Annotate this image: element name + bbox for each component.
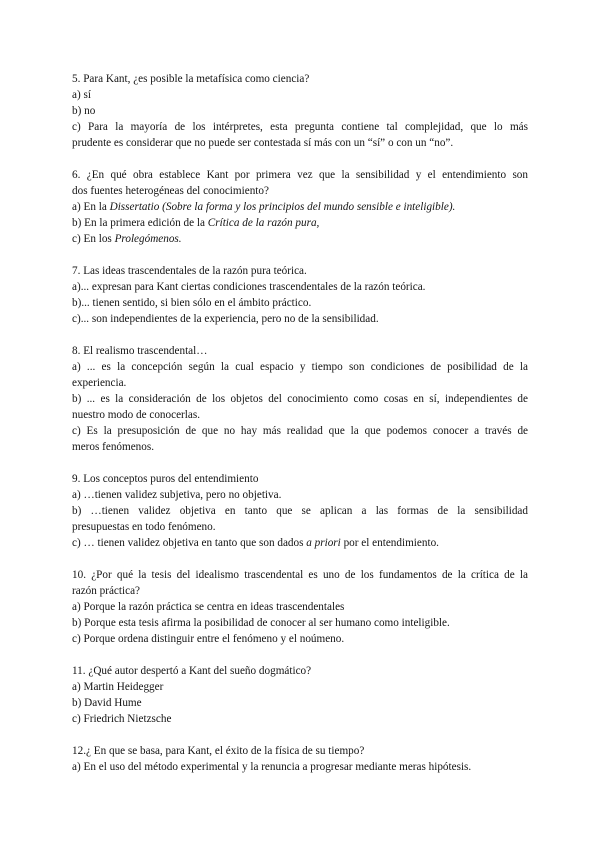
q5-option-b (72, 104, 528, 118)
option-letter: a) (72, 681, 84, 693)
option-letter: b) (72, 697, 85, 709)
q8-option-a (72, 360, 528, 374)
option-text: Es la presuposición de que no hay más realidad que la que podemos conocer a través de (86, 425, 528, 437)
option-letter: c) (72, 233, 84, 245)
question-11: 11. ¿Qué autor despertó a Kant del sueño dogmático? (72, 665, 312, 677)
option-letter: c) (72, 121, 89, 133)
option-letter: a) (72, 201, 84, 213)
option-text: Martin Heidegger (83, 681, 164, 693)
option-letter: c) (72, 633, 84, 645)
option-italic: Dissertatio (Sobre la forma y los principios del mundo sensible e inteligible). (109, 201, 456, 213)
option-letter: c) (72, 537, 84, 549)
question-5: 5. Para Kant, ¿es posible la metafísica como ciencia? (72, 73, 310, 85)
q6-option-a (72, 200, 528, 214)
option-italic: Crítica de la razón pura, (207, 217, 320, 229)
q7-option-b (72, 296, 528, 310)
option-letter: b) (72, 393, 87, 405)
question-6: 6. ¿En qué obra establece Kant por primera vez que la sensibilidad y el entendimiento son (72, 169, 528, 181)
option-letter: c) (72, 425, 87, 437)
option-letter: b) (72, 105, 85, 117)
option-text: … tienen validez objetiva en tanto que son dados (83, 537, 307, 549)
option-letter: b) (72, 505, 91, 517)
q8-option-c (72, 424, 528, 438)
option-letter: c) (72, 713, 84, 725)
option-text: Para la mayoría de los intérpretes, esta pregunta contiene tal complejidad, que lo más (88, 121, 528, 133)
question-7: 7. Las ideas trascendentales de la razón pura teórica. (72, 265, 307, 277)
q7-option-c (72, 312, 528, 326)
option-letter: a) (72, 489, 84, 501)
option-text: En el uso del método experimental y la renuncia a progresar mediante meras hipótesis. (83, 761, 472, 773)
option-text: David Hume (84, 697, 142, 709)
option-text: ... expresan para Kant ciertas condiciones trascendentales de la razón teórica. (80, 281, 426, 293)
option-letter: b) (72, 297, 82, 309)
q9-option-b-cont: presupuestas en todo fenómeno. (72, 521, 216, 533)
option-letter: c) (72, 313, 81, 325)
option-text: En la (83, 201, 110, 213)
option-letter: b) (72, 617, 85, 629)
q9-option-a (72, 488, 528, 502)
option-text: ... es la concepción según la cual espacio y tiempo son condiciones de posibilidad de la (86, 361, 528, 373)
q6-option-c (72, 232, 528, 246)
option-text-after: por el entendimiento. (340, 537, 439, 549)
q8-option-b-cont: nuestro modo de conocerlas. (72, 409, 200, 421)
option-letter: a) (72, 601, 84, 613)
option-letter: a) (72, 281, 81, 293)
option-text: ... tienen sentido, si bien sólo en el ámbito práctico. (81, 297, 312, 309)
q8-option-b (72, 392, 528, 406)
question-12: 12.¿ En que se basa, para Kant, el éxito de la física de su tiempo? (72, 745, 365, 757)
q5-option-c (72, 120, 528, 134)
q8-option-a-cont: experiencia. (72, 377, 127, 389)
option-italic: a priori (306, 537, 341, 549)
q10-option-b (72, 616, 528, 630)
option-text: Friedrich Nietzsche (83, 713, 172, 725)
q8-option-c-cont: meros fenómenos. (72, 441, 155, 453)
q9-option-b (72, 504, 528, 518)
q11-option-c (72, 712, 528, 726)
q10-option-c (72, 632, 528, 646)
option-text: ... es la consideración de los objetos del conocimiento como cosas en sí, independientes de (86, 393, 528, 405)
option-text: ... son independientes de la experiencia, pero no de la sensibilidad. (80, 313, 379, 325)
q12-option-a (72, 760, 528, 774)
option-text: Porque ordena distinguir entre el fenómeno y el noúmeno. (83, 633, 345, 645)
option-text: …tienen validez subjetiva, pero no objetiva. (83, 489, 282, 501)
q9-option-c (72, 536, 528, 550)
option-text: no (84, 105, 96, 117)
option-text: En los (83, 233, 115, 245)
option-letter: b) (72, 217, 85, 229)
option-italic: Prolegómenos. (114, 233, 182, 245)
option-text: …tienen validez objetiva en tanto que se aplican a las formas de la sensibilidad (90, 505, 528, 517)
q7-option-a (72, 280, 528, 294)
option-letter: a) (72, 761, 84, 773)
option-letter: a) (72, 361, 87, 373)
option-text: Porque la razón práctica se centra en ideas trascendentales (83, 601, 345, 613)
question-10-cont: razón práctica? (72, 585, 141, 597)
q5-option-a (72, 88, 528, 102)
option-letter: a) (72, 89, 84, 101)
option-text: En la primera edición de la (84, 217, 208, 229)
q11-option-a (72, 680, 528, 694)
question-9: 9. Los conceptos puros del entendimiento (72, 473, 259, 485)
question-8: 8. El realismo trascendental… (72, 345, 208, 357)
q10-option-a (72, 600, 528, 614)
question-6-cont: dos fuentes heterogéneas del conocimiento? (72, 185, 269, 197)
q6-option-b (72, 216, 528, 230)
q11-option-b (72, 696, 528, 710)
option-text: Porque esta tesis afirma la posibilidad de conocer al ser humano como inteligible. (84, 617, 450, 629)
q5-option-c-cont: prudente es considerar que no puede ser contestada sí más con un “sí” o con un “no”. (72, 137, 454, 149)
question-10: 10. ¿Por qué la tesis del idealismo trascendental es uno de los fundamentos de la crítica de la (72, 569, 528, 581)
option-text: sí (83, 89, 91, 101)
